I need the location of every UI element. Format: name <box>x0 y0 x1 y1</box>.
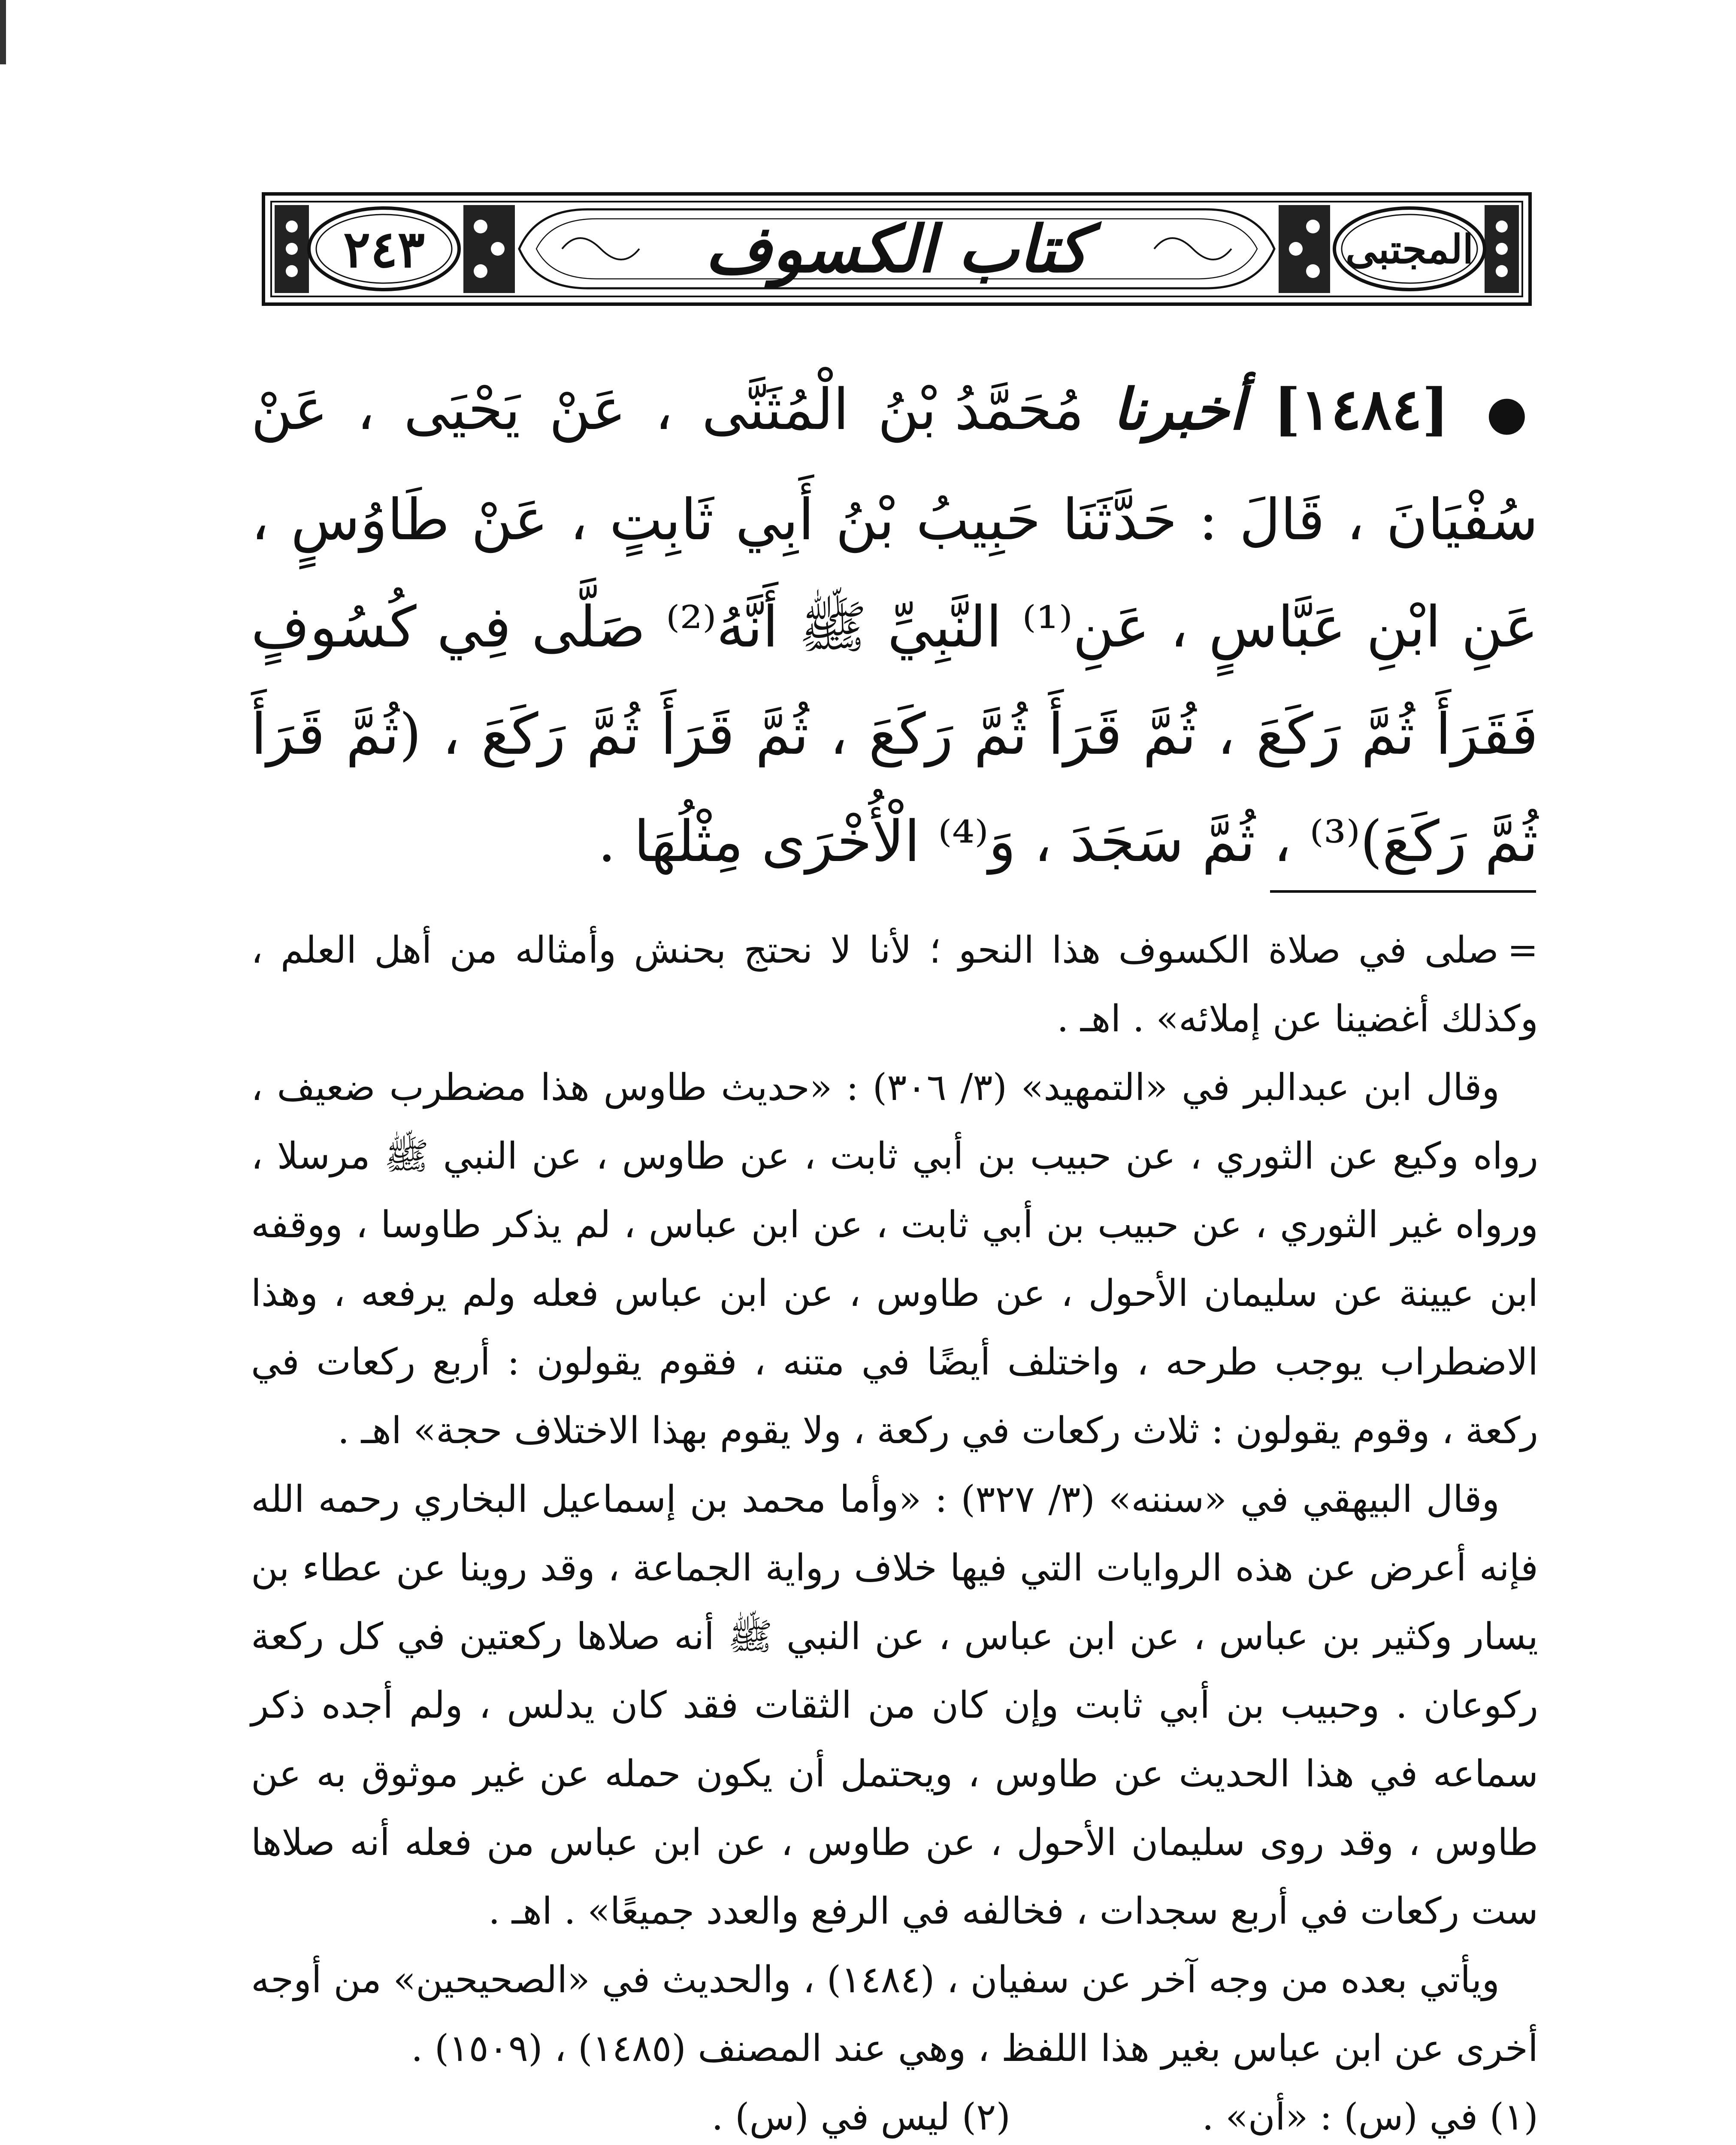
note-paragraph-3: وقال البيهقي في «سننه» (٣/ ٣٢٧) : «وأما محمد بن إسماعيل البخاري رحمه الله فإنه أعرض عن هذه الروايات التي فيها خلاف رواية الجماعة ، وقد روينا عن عطاء بن يسار وكثير بن عباس ، عن ابن عباس ، عن النبي ﷺ أنه صلاها ركعتين في كل ركعة ركوعان . وحبيب بن أبي ثابت وإن كان من الثقات فقد كان يدلس ، ولم أجده ذكر سماعه في هذا الحديث عن طاوس ، ويحتمل أن يكون حمله عن غير موثوق به عن طاوس ، وقد روى سليمان الأحول ، عن طاوس ، عن ابن عباس من فعله أنه صلاها ست ركعات في أربع سجدات ، فخالفه في الرفع والعدد جميعًا» . اهـ . <box>251 1478 1538 1933</box>
chapter-title: كتاب الكسوف <box>705 211 1089 287</box>
page-number: ٢٤٣ <box>343 219 425 279</box>
hadith-body: مُحَمَّدُ بْنُ الْمُثَنَّى ، عَنْ يَحْيَى ، عَنْ سُفْيَانَ ، قَالَ : حَدَّثَنَا حَبِيبُ بْنُ أَبِي ثَابِتٍ ، عَنْ طَاوُسٍ ، عَنِ ابْنِ عَبَّاسٍ ، عَنِ⁽¹⁾ النَّبِيِّ ﷺ أَنَّهُ⁽²⁾ صَلَّى فِي كُسُوفٍ فَقَرَأَ ثُمَّ رَكَعَ ، ثُمَّ قَرَأَ ثُمَّ رَكَعَ ، ثُمَّ قَرَأَ ثُمَّ رَكَعَ ، (ثُمَّ قَرَأَ ثُمَّ رَكَعَ)⁽³⁾ ، ثُمَّ سَجَدَ ، وَ⁽⁴⁾ الْأُخْرَى مِثْلُهَا . <box>251 377 1539 875</box>
scan-edge-left <box>0 0 6 64</box>
note-paragraph-1 <box>251 916 1538 1053</box>
footnote-2: (٢) ليس في (س) . <box>711 2096 1010 2139</box>
note-text-1: صلى في صلاة الكسوف هذا النحو ؛ لأنا لا نحتج بحنش وأمثاله من أهل العلم ، وكذلك أغضينا عن إملائه» . اهـ . <box>251 929 1538 1040</box>
footnote-1: (١) في (س) : «أن» . <box>1202 2096 1538 2139</box>
note-paragraph-4: ويأتي بعده من وجه آخر عن سفيان ، (١٤٨٤) ، والحديث في «الصحيحين» من أوجه أخرى عن ابن عباس بغير هذا اللفظ ، وهي عند المصنف (١٤٨٥) ، (١٥٠٩) . <box>251 1958 1538 2070</box>
bullet-icon: ● <box>1486 385 1538 440</box>
hadith-text <box>251 356 1538 895</box>
footnote-divider <box>1270 890 1536 893</box>
akhbarana-word: أخبرنا <box>1113 376 1245 443</box>
note-paragraph-2: وقال ابن عبدالبر في «التمهيد» (٣/ ٣٠٦) : «حديث طاوس هذا مضطرب ضعيف ، رواه وكيع عن الثوري ، عن حبيب بن أبي ثابت ، عن طاوس ، عن النبي ﷺ مرسلا ، ورواه غير الثوري ، عن حبيب بن أبي ثابت ، عن ابن عباس ، لم يذكر طاوسا ، ووقفه ابن عيينة عن سليمان الأحول ، عن طاوس ، عن ابن عباس فعله ولم يرفعه ، وهذا الاضطراب يوجب طرحه ، واختلف أيضًا في متنه ، فقوم يقولون : أربع ركعات في ركعة ، وقوم يقولون : ثلاث ركعات في ركعة ، ولا يقوم بهذا الاختلاف حجة» اهـ . <box>251 1066 1538 1452</box>
book-title: المجتبى <box>1345 226 1474 272</box>
footnote-row-1 <box>251 2083 1538 2145</box>
continuation-mark: = <box>1507 929 1538 972</box>
page-header <box>262 192 1532 306</box>
footnotes <box>251 916 1538 2145</box>
hadith-number: [١٤٨٤] <box>1273 376 1449 443</box>
